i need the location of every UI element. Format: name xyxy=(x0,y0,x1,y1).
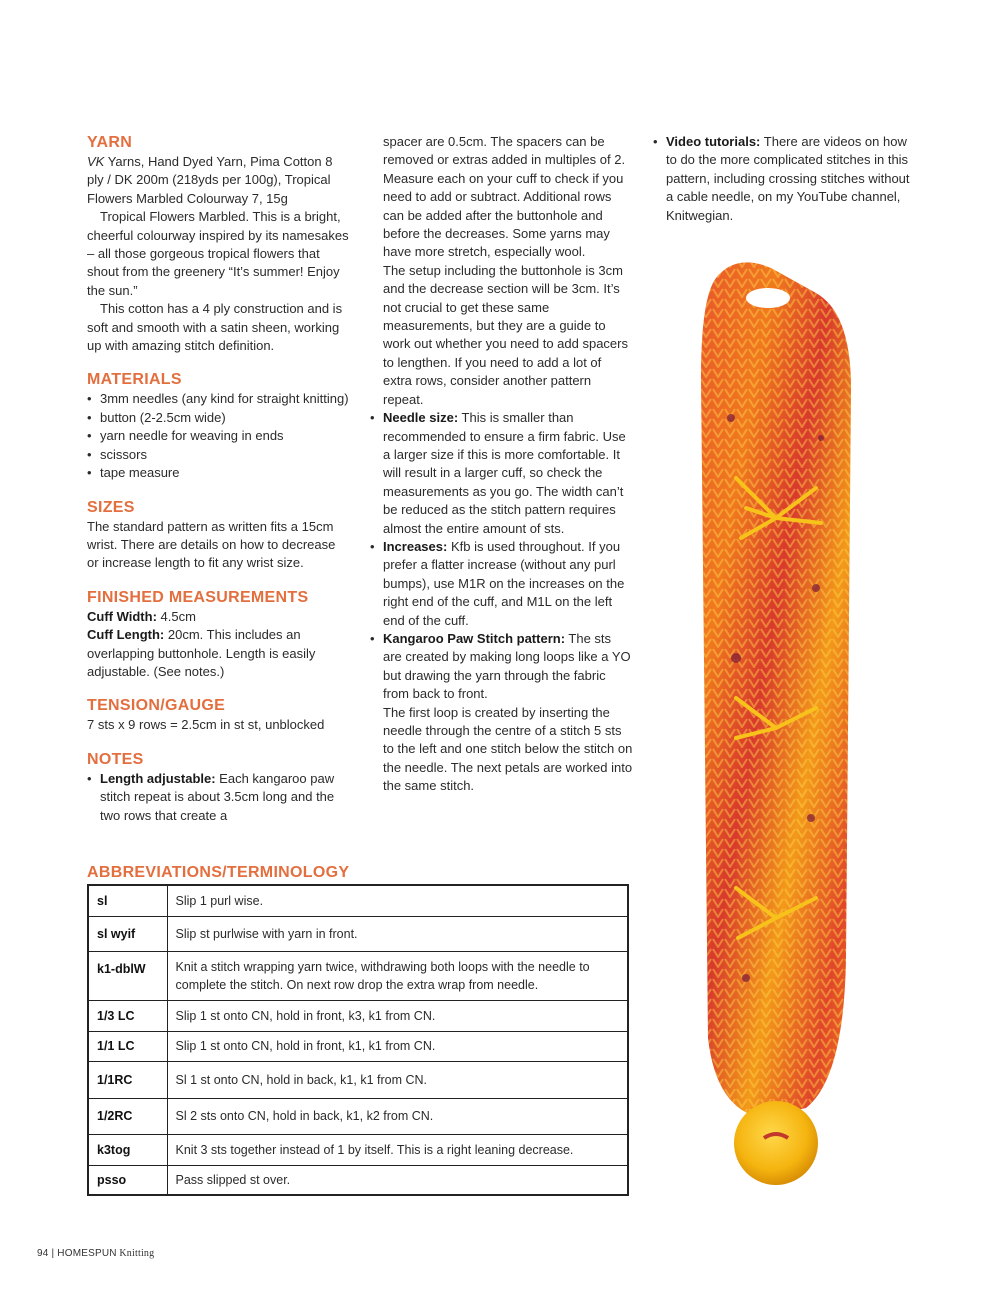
yarn-heading: YARN xyxy=(87,134,133,151)
table-row xyxy=(88,1134,628,1165)
notes-list-start xyxy=(87,770,349,825)
length-note-setup: The setup including the buttonhole is 3cm and the decrease section will be 3cm. It’s not crucial to get these same measurements, but they are a guide to work out whether you need to add spacers to lengthen. If you need to add a lot of extra rows, consider another pattern repeat. xyxy=(383,262,628,407)
table-row xyxy=(88,951,628,1000)
measurements-heading: FINISHED MEASUREMENTS xyxy=(87,588,309,606)
abbr-term: 1/3 LC xyxy=(88,1000,167,1031)
knitted-cuff-photo xyxy=(676,258,926,1208)
cuff-width: Cuff Width: 4.5cm xyxy=(87,608,196,624)
abbr-term: 1/1RC xyxy=(88,1061,167,1098)
abbr-term: 1/2RC xyxy=(88,1098,167,1134)
list-item: • yarn needle for weaving in ends xyxy=(87,427,349,445)
yarn-colourway-text: Tropical Flowers Marbled. This is a bright, cheerful colourway inspired by its namesakes – all those gorgeous tropical flowers that shout from the greenery “It’s summer! Enjoy the sun.” xyxy=(87,209,349,298)
yarn-brand: VK xyxy=(87,154,105,169)
tension-text: 7 sts x 9 rows = 2.5cm in st st, unblocked xyxy=(87,717,325,733)
buttonhole xyxy=(746,288,790,308)
list-item: • Increases: Kfb is used throughout. If you prefer a flatter increase (without any purl bumps), use M1R on the increases on the right end of the cuff, and M1L on the left end of the cuff. xyxy=(370,538,633,630)
column-3 xyxy=(653,133,915,225)
materials-heading: MATERIALS xyxy=(87,371,182,389)
abbr-definition: Sl 2 sts onto CN, hold in back, k1, k2 from CN. xyxy=(167,1098,628,1134)
tension-heading: TENSION/GAUGE xyxy=(87,697,226,715)
list-item: • button (2-2.5cm wide) xyxy=(87,409,349,427)
abbr-definition: Slip 1 purl wise. xyxy=(167,885,628,916)
abbr-term: 1/1 LC xyxy=(88,1031,167,1061)
abbr-term: sl xyxy=(88,885,167,916)
abbr-definition: Knit 3 sts together instead of 1 by itself. This is a right leaning decrease. xyxy=(167,1134,628,1165)
abbr-term: sl wyif xyxy=(88,916,167,951)
notes-heading: NOTES xyxy=(87,750,144,768)
table-row xyxy=(88,1165,628,1195)
cuff-knit-texture xyxy=(701,262,851,1118)
abbr-definition: Pass slipped st over. xyxy=(167,1165,628,1195)
table-row xyxy=(88,1098,628,1134)
list-item: • 3mm needles (any kind for straight knitting) xyxy=(87,390,349,408)
table-row xyxy=(88,1000,628,1031)
abbr-term: k1-dblW xyxy=(88,951,167,1000)
list-item: • Length adjustable: Each kangaroo paw stitch repeat is about 3.5cm long and the two rows that create a xyxy=(87,770,349,825)
abbr-definition: Knit a stitch wrapping yarn twice, withdrawing both loops with the needle to complete the stitch. On next row drop the extra wrap from needle. xyxy=(167,951,628,1000)
yellow-button xyxy=(734,1101,818,1185)
column-1 xyxy=(87,133,349,825)
table-row xyxy=(88,916,628,951)
notes-list-cont xyxy=(370,409,633,796)
yarn-construction-text: This cotton has a 4 ply construction and is soft and smooth with a satin sheen, working up with amazing stitch definition. xyxy=(87,301,343,354)
abbreviations-heading: ABBREVIATIONS/TERMINOLOGY xyxy=(87,864,350,881)
abbr-definition: Slip 1 st onto CN, hold in front, k3, k1 from CN. xyxy=(167,1000,628,1031)
abbr-definition: Slip 1 st onto CN, hold in front, k1, k1 from CN. xyxy=(167,1031,628,1061)
page-number: 94 xyxy=(37,1248,49,1259)
table-row xyxy=(88,1061,628,1098)
cuff-length: Cuff Length: 20cm. This includes an overlapping buttonhole. Length is easily adjustable. (See notes.) xyxy=(87,627,316,679)
abbr-term: k3tog xyxy=(88,1134,167,1165)
list-item: • tape measure xyxy=(87,464,349,482)
sizes-heading: SIZES xyxy=(87,498,135,516)
abbr-term: psso xyxy=(88,1165,167,1195)
yarn-description: VK Yarns, Hand Dyed Yarn, Pima Cotton 8 ply / DK 200m (218yds per 100g), Tropical Flowers Marbled Colourway 7, 15g xyxy=(87,154,333,206)
materials-list xyxy=(87,390,349,482)
list-item: • Kangaroo Paw Stitch pattern: The sts are created by making long loops like a YO but drawing the yarn through the fabric from back to front. The first loop is created by inserting the needle through the centre of a stitch 5 sts to the left and one stitch below the stitch on the needle. The next petals are worked into the same stitch. xyxy=(370,630,633,796)
list-item: • Needle size: This is smaller than recommended to ensure a firm fabric. Use a larger size if this is more comfortable. It will result in a larger cuff, so check the measurements as you go. The width can’t be reduced as the stitch pattern requires almost the entire amount of sts. xyxy=(370,409,633,538)
list-item: • Video tutorials: There are videos on how to do the more complicated stitches in this pattern, including crossing stitches without a cable needle, on my YouTube channel, Knitwegian. xyxy=(653,133,915,225)
list-item: • scissors xyxy=(87,446,349,464)
notes-list-end xyxy=(653,133,915,225)
page-footer: 94 | HOMESPUN Knitting xyxy=(37,1248,155,1259)
table-row xyxy=(88,885,628,916)
publication-name: HOMESPUN xyxy=(57,1248,117,1259)
abbr-definition: Sl 1 st onto CN, hold in back, k1, k1 from CN. xyxy=(167,1061,628,1098)
kangaroo-note-detail: The first loop is created by inserting the needle through the centre of a stitch 5 sts to the left and one stitch below the stitch on the needle. The next petals are worked into the same stitch. xyxy=(383,704,633,794)
abbreviations-table xyxy=(87,884,629,1196)
length-note-continued: spacer are 0.5cm. The spacers can be removed or extras added in multiples of 2. Measure each on your cuff to check if you need to add or subtract. Additional rows can be added after the buttonhole and before the decreases. Some yarns may have more stretch, especially wool. xyxy=(383,134,626,260)
column-2 xyxy=(383,133,633,796)
abbr-definition: Slip st purlwise with yarn in front. xyxy=(167,916,628,951)
table-row xyxy=(88,1031,628,1061)
sizes-text: The standard pattern as written fits a 15cm wrist. There are details on how to decrease or increase length to fit any wrist size. xyxy=(87,518,336,571)
